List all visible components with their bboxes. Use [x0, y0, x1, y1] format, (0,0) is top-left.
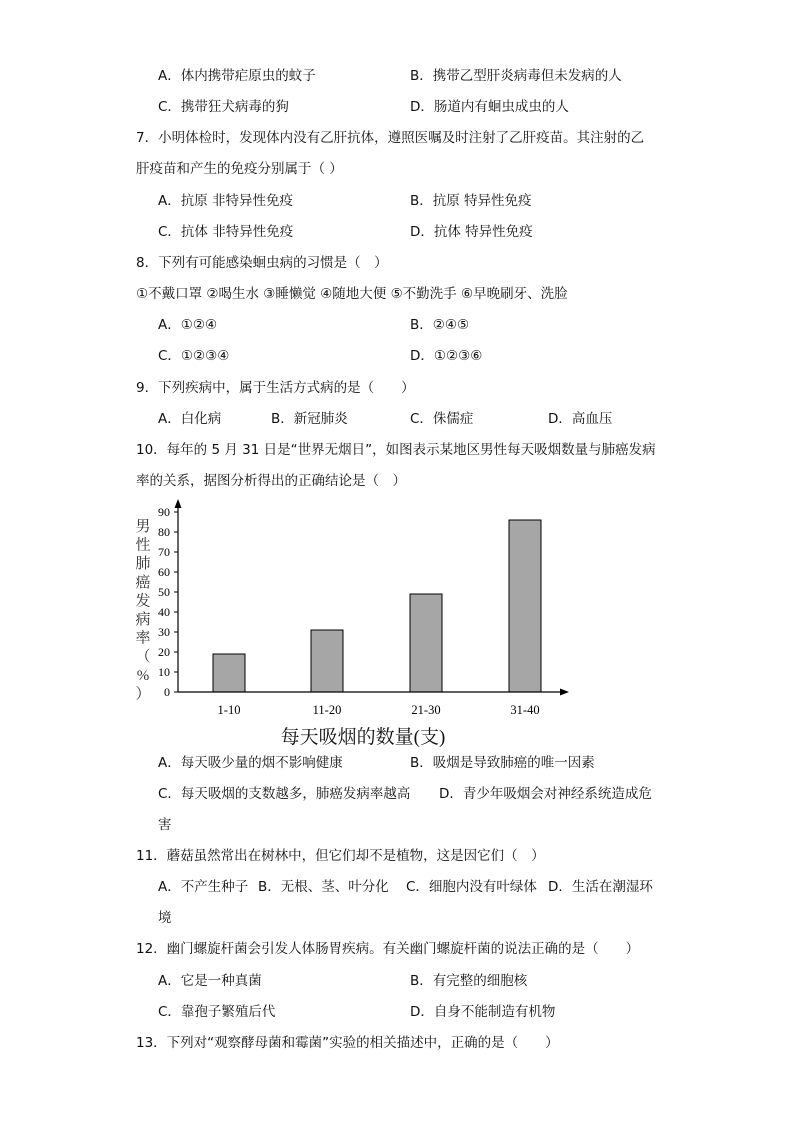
q12-option-d: D．自身不能制造有机物 [410, 1004, 556, 1020]
q8-stem: 8．下列有可能感染蛔虫病的习惯是（ ） [136, 255, 388, 271]
q8-option-a: A．①②④ [158, 317, 218, 333]
q10-stem-line2: 率的关系，据图分析得出的正确结论是（ ） [136, 473, 406, 489]
q8-option-c: C．①②③④ [158, 348, 230, 364]
q6-option-b: B．携带乙型肝炎病毒但未发病的人 [410, 68, 622, 84]
y-axis-ticks [158, 505, 178, 699]
y-axis-label-char: 性 [135, 537, 151, 554]
q8-option-d: D．①②③⑥ [410, 348, 483, 364]
q12-option-b: B．有完整的细胞核 [410, 973, 528, 989]
q9-option-c: C．侏儒症 [410, 411, 474, 427]
q12-stem: 12．幽门螺旋杆菌会引发人体肠胃疾病。有关幽门螺旋杆菌的说法正确的是（ ） [136, 941, 640, 957]
q8-habits: ①不戴口罩 ②喝生水 ③睡懒觉 ④随地大便 ⑤不勤洗手 ⑥早晚刷牙、洗脸 [136, 286, 568, 302]
q6-option-c: C．携带狂犬病毒的狗 [158, 99, 289, 115]
q7-option-d: D．抗体 特异性免疫 [410, 224, 533, 240]
q12-option-a: A．它是一种真菌 [158, 973, 262, 989]
y-tick-label: 40 [158, 605, 170, 619]
q10-option-d-cont: 害 [158, 817, 172, 833]
q6-option-a: A．体内携带疟原虫的蚊子 [158, 68, 316, 84]
smoking-lung-cancer-chart [0, 495, 794, 755]
y-axis-label-char: % [136, 667, 150, 684]
y-tick-label: 60 [158, 565, 170, 579]
y-axis-label-char: 率 [135, 630, 151, 647]
y-tick-label: 70 [158, 545, 170, 559]
x-axis-label: 每天吸烟的数量(支) [280, 727, 446, 748]
y-axis-label-char: ） [135, 686, 151, 703]
q11-option-a: A．不产生种子 [158, 879, 249, 895]
bar-1-10 [213, 654, 245, 692]
q9-option-a: A．白化病 [158, 411, 222, 427]
q10-option-b: B．吸烟是导致肺癌的唯一因素 [410, 755, 595, 771]
q11-stem: 11．蘑菇虽然常出在树林中，但它们却不是植物，这是因它们（ ） [136, 848, 545, 864]
y-axis-label-char: 肺 [135, 556, 151, 573]
x-tick-label: 11-20 [312, 703, 342, 717]
q10-option-d: D．青少年吸烟会对神经系统造成危 [439, 786, 652, 802]
y-axis-label-char: 发 [135, 593, 151, 610]
y-tick-label: 30 [158, 625, 170, 639]
q7-option-b: B．抗原 特异性免疫 [410, 193, 532, 209]
q11-option-d-cont: 境 [158, 910, 172, 926]
q12-option-c: C．靠孢子繁殖后代 [158, 1004, 276, 1020]
q11-option-b: B．无根、茎、叶分化 [258, 879, 389, 895]
q9-stem: 9．下列疾病中，属于生活方式病的是（ ） [136, 380, 415, 396]
bar-21-30 [410, 594, 442, 692]
y-tick-label: 50 [158, 585, 170, 599]
x-tick-label: 21-30 [411, 703, 441, 717]
q8-option-b: B．②④⑤ [410, 317, 470, 333]
bar-11-20 [311, 630, 343, 692]
q9-option-d: D．高血压 [548, 411, 613, 427]
y-axis-arrow [175, 499, 182, 508]
q11-option-c: C．细胞内没有叶绿体 [406, 879, 537, 895]
q6-option-d: D．肠道内有蛔虫成虫的人 [410, 99, 569, 115]
y-axis-label-char: 男 [135, 519, 151, 535]
y-tick-label: 10 [158, 665, 170, 679]
x-axis-ticks [218, 703, 540, 717]
bar-31-40 [509, 520, 541, 692]
q13-stem: 13．下列对“观察酵母菌和霉菌”实验的相关描述中，正确的是（ ） [136, 1035, 559, 1051]
q10-option-c: C．每天吸烟的支数越多，肺癌发病率越高 [158, 786, 411, 802]
y-tick-label: 80 [158, 525, 170, 539]
y-axis-label [135, 518, 150, 702]
q7-option-c: C．抗体 非特异性免疫 [158, 224, 294, 240]
x-tick-label: 31-40 [510, 703, 540, 717]
x-tick-label: 1-10 [217, 703, 241, 717]
y-tick-label: 0 [164, 685, 170, 699]
q7-stem-line2: 肝疫苗和产生的免疫分别属于（ ） [136, 161, 343, 177]
q10-option-a: A．每天吸少量的烟不影响健康 [158, 755, 343, 771]
bars [213, 520, 541, 692]
x-axis-arrow [560, 689, 569, 696]
y-axis-label-char: （ [135, 649, 151, 666]
y-axis-label-char: 癌 [135, 574, 151, 591]
q7-option-a: A．抗原 非特异性免疫 [158, 193, 294, 209]
q11-option-d: D．生活在潮湿环 [548, 879, 653, 895]
y-tick-label: 20 [158, 645, 170, 659]
q9-option-b: B．新冠肺炎 [271, 411, 348, 427]
y-axis-label-char: 病 [135, 612, 151, 628]
y-tick-label: 90 [158, 505, 170, 519]
q10-stem-line1: 10．每年的 5 月 31 日是“世界无烟日”，如图表示某地区男性每天吸烟数量与肺癌发病 [136, 442, 656, 458]
q7-stem-line1: 7．小明体检时，发现体内没有乙肝抗体，遵照医嘱及时注射了乙肝疫苗。其注射的乙 [136, 130, 645, 146]
